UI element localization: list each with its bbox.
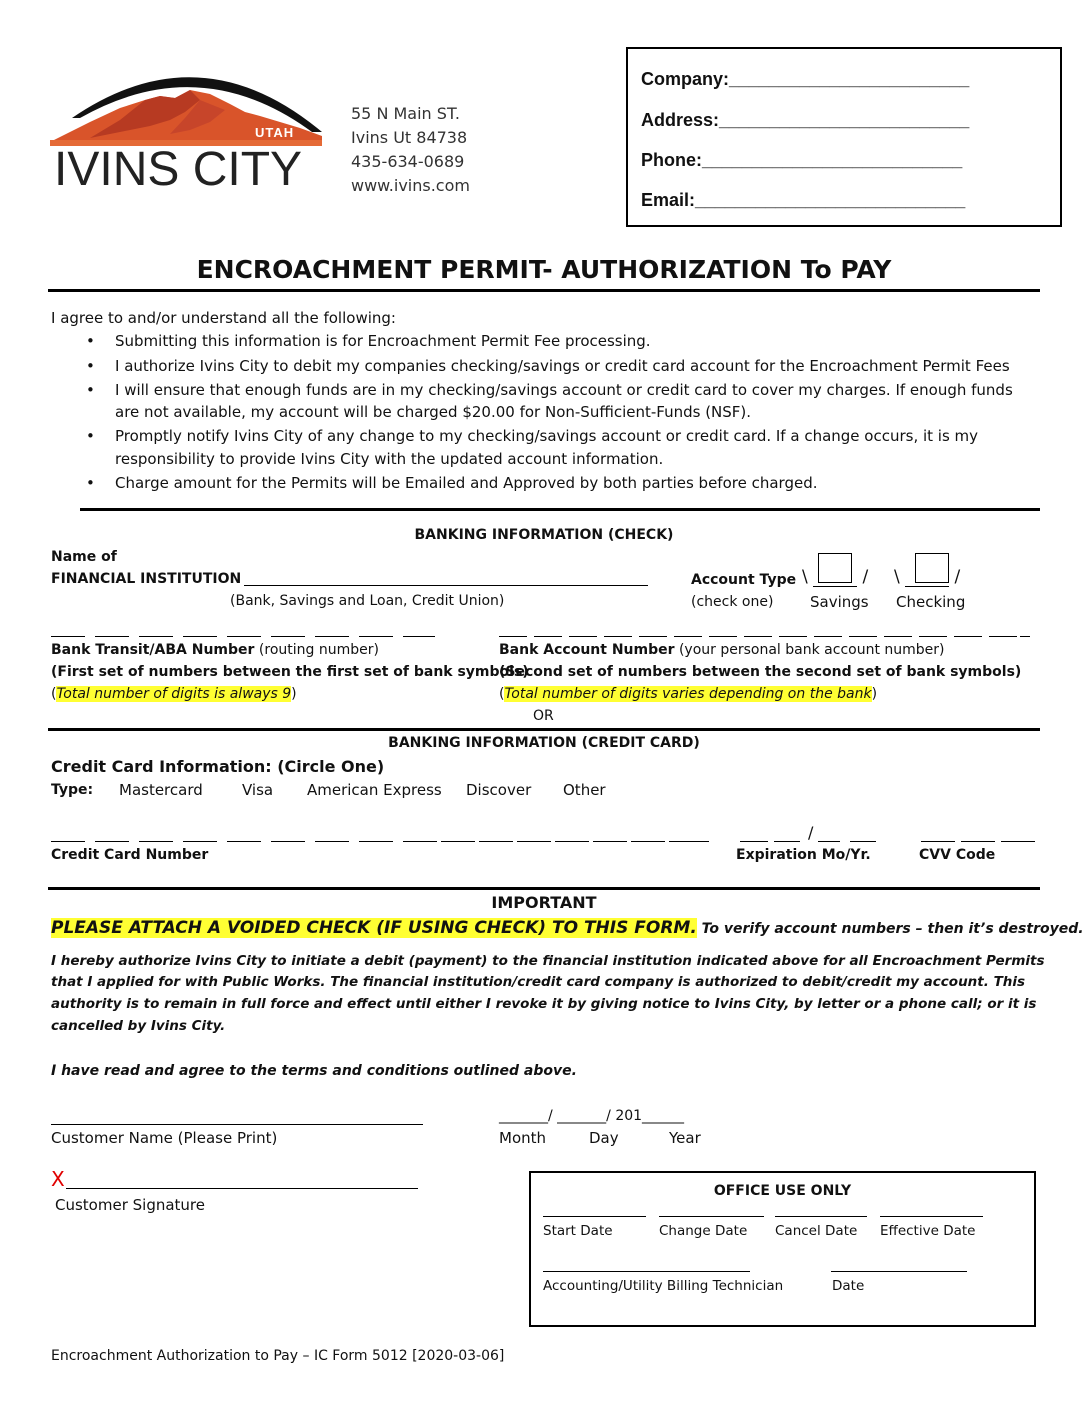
cancel-date-label: Cancel Date	[775, 1223, 858, 1239]
company-field[interactable]: Company:________________________	[641, 69, 970, 89]
routing-label: Bank Transit/ABA Number (routing number)	[51, 642, 379, 658]
customer-signature-input[interactable]	[66, 1188, 418, 1189]
checking-label: Checking	[896, 593, 966, 611]
technician-label: Accounting/Utility Billing Technician	[543, 1278, 784, 1294]
bullet-icon: •	[86, 427, 95, 445]
month-label: Month	[499, 1129, 547, 1147]
technician-input[interactable]	[543, 1271, 750, 1272]
tech-date-input[interactable]	[831, 1271, 967, 1272]
check-one-hint: (check one)	[691, 594, 774, 610]
website-link[interactable]: www.ivins.com	[351, 176, 470, 195]
customer-name-input[interactable]	[51, 1124, 423, 1125]
agreement-divider	[80, 508, 1040, 511]
bullet-item: Promptly notify Ivins City of any change to my checking/savings account or credit card. If a change occurs, it is my	[115, 427, 979, 445]
agreement-intro: I agree to and/or understand all the following:	[51, 309, 396, 327]
cvv-label: CVV Code	[919, 847, 996, 863]
expiration-slash: /	[808, 823, 814, 842]
customer-name-label: Customer Name (Please Print)	[51, 1129, 278, 1147]
bullet-item-cont: responsibility to provide Ivins City with the updated account information.	[115, 450, 664, 468]
address-field[interactable]: Address:_________________________	[641, 110, 970, 130]
bullet-icon: •	[86, 332, 95, 350]
agree-statement: I have read and agree to the terms and conditions outlined above.	[51, 1063, 577, 1079]
routing-hint: (First set of numbers between the first set of bank symbols)	[51, 664, 529, 680]
account-digits-note: (Total number of digits varies depending on the bank)	[499, 686, 878, 702]
bullet-item-cont: are not available, my account will be charged $20.00 for Non-Sufficient-Funds (NSF).	[115, 403, 752, 421]
authorization-text: authority is to remain in full force and effect until either I revoke it by giving notice to Ivins City, by letter or a phone call; or it is	[51, 996, 1037, 1012]
name-of-label: Name of	[51, 549, 117, 565]
office-heading: OFFICE USE ONLY	[713, 1183, 852, 1199]
account-hint: (Second set of numbers between the second set of bank symbols)	[499, 664, 1022, 680]
bullet-icon: •	[86, 474, 95, 492]
card-divider	[48, 887, 1040, 890]
email-field[interactable]: Email:___________________________	[641, 190, 966, 210]
authorization-text: cancelled by Ivins City.	[51, 1018, 226, 1034]
card-info-label: Credit Card Information: (Circle One)	[51, 757, 385, 776]
card-type-other[interactable]: Other	[563, 781, 606, 799]
cancel-date-input[interactable]	[775, 1216, 867, 1217]
change-date-label: Change Date	[659, 1223, 748, 1239]
bullet-icon: •	[86, 381, 95, 399]
date-input[interactable]: _______/ _______/ 201______	[499, 1108, 685, 1124]
bullet-icon: •	[86, 357, 95, 375]
address-line-1: 55 N Main ST.	[351, 104, 460, 123]
day-label: Day	[589, 1129, 619, 1147]
authorization-text: I hereby authorize Ivins City to initiate a debit (payment) to the financial institution indicated above for all Encroachment Permits	[51, 953, 1045, 969]
effective-date-label: Effective Date	[880, 1223, 976, 1239]
phone-field[interactable]: Phone:__________________________	[641, 150, 963, 170]
phone-number: 435-634-0689	[351, 152, 465, 171]
customer-signature-label: Customer Signature	[55, 1196, 205, 1214]
authorization-text: that I applied for with Public Works. The financial institution/credit card company is authorized to debit/credit my account. This	[51, 974, 1026, 990]
check-section-heading: BANKING INFORMATION (CHECK)	[414, 527, 674, 543]
card-number-label: Credit Card Number	[51, 847, 209, 863]
expiration-label: Expiration Mo/Yr.	[736, 847, 871, 863]
logo-wordmark: IVINS CITY	[54, 143, 303, 196]
effective-date-input[interactable]	[880, 1216, 983, 1217]
address-line-2: Ivins Ut 84738	[351, 128, 468, 147]
start-date-label: Start Date	[543, 1223, 613, 1239]
bullet-item: I will ensure that enough funds are in my checking/savings account or credit card to cover my charges. If enough funds	[115, 381, 1013, 399]
card-type-mastercard[interactable]: Mastercard	[119, 781, 203, 799]
tech-date-label: Date	[832, 1278, 865, 1294]
check-divider	[48, 728, 1040, 731]
savings-label: Savings	[810, 593, 869, 611]
account-type-label: Account Type	[691, 572, 797, 588]
bullet-item: Submitting this information is for Encroachment Permit Fee processing.	[115, 332, 651, 350]
year-label: Year	[669, 1129, 701, 1147]
checking-bracket: \ /	[894, 567, 961, 587]
change-date-input[interactable]	[659, 1216, 764, 1217]
attach-check-notice: PLEASE ATTACH A VOIDED CHECK (IF USING CHECK) TO THIS FORM. To verify account numbers – then it’s destroyed.	[51, 918, 1084, 938]
start-date-input[interactable]	[543, 1216, 646, 1217]
financial-institution-input[interactable]	[244, 585, 648, 586]
or-separator: OR	[533, 708, 554, 724]
bullet-item: Charge amount for the Permits will be Emailed and Approved by both parties before charged.	[115, 474, 818, 492]
card-type-discover[interactable]: Discover	[466, 781, 532, 799]
form-footer: Encroachment Authorization to Pay – IC Form 5012 [2020-03-06]	[51, 1348, 505, 1364]
account-label: Bank Account Number (your personal bank account number)	[499, 642, 945, 658]
savings-bracket: \ /	[802, 567, 869, 587]
routing-digits-note: (Total number of digits is always 9)	[51, 686, 297, 702]
card-type-label: Type:	[51, 782, 94, 798]
card-section-heading: BANKING INFORMATION (CREDIT CARD)	[388, 735, 700, 751]
checking-checkbox[interactable]	[915, 553, 949, 583]
card-type-visa[interactable]: Visa	[242, 781, 274, 799]
page-title: ENCROACHMENT PERMIT- AUTHORIZATION To PAY	[196, 255, 892, 284]
financial-institution-label: FINANCIAL INSTITUTION	[51, 571, 242, 587]
institution-hint: (Bank, Savings and Loan, Credit Union)	[230, 593, 505, 609]
bullet-item: I authorize Ivins City to debit my companies checking/savings or credit card account for the Encroachment Permit Fees	[115, 357, 1010, 375]
card-type-amex[interactable]: American Express	[307, 781, 442, 799]
savings-checkbox[interactable]	[818, 553, 852, 583]
logo-state: UTAH	[255, 125, 295, 140]
title-divider	[48, 289, 1040, 292]
ivins-city-logo	[50, 60, 330, 195]
signature-x-mark: X	[51, 1167, 65, 1191]
important-heading: IMPORTANT	[491, 893, 597, 912]
